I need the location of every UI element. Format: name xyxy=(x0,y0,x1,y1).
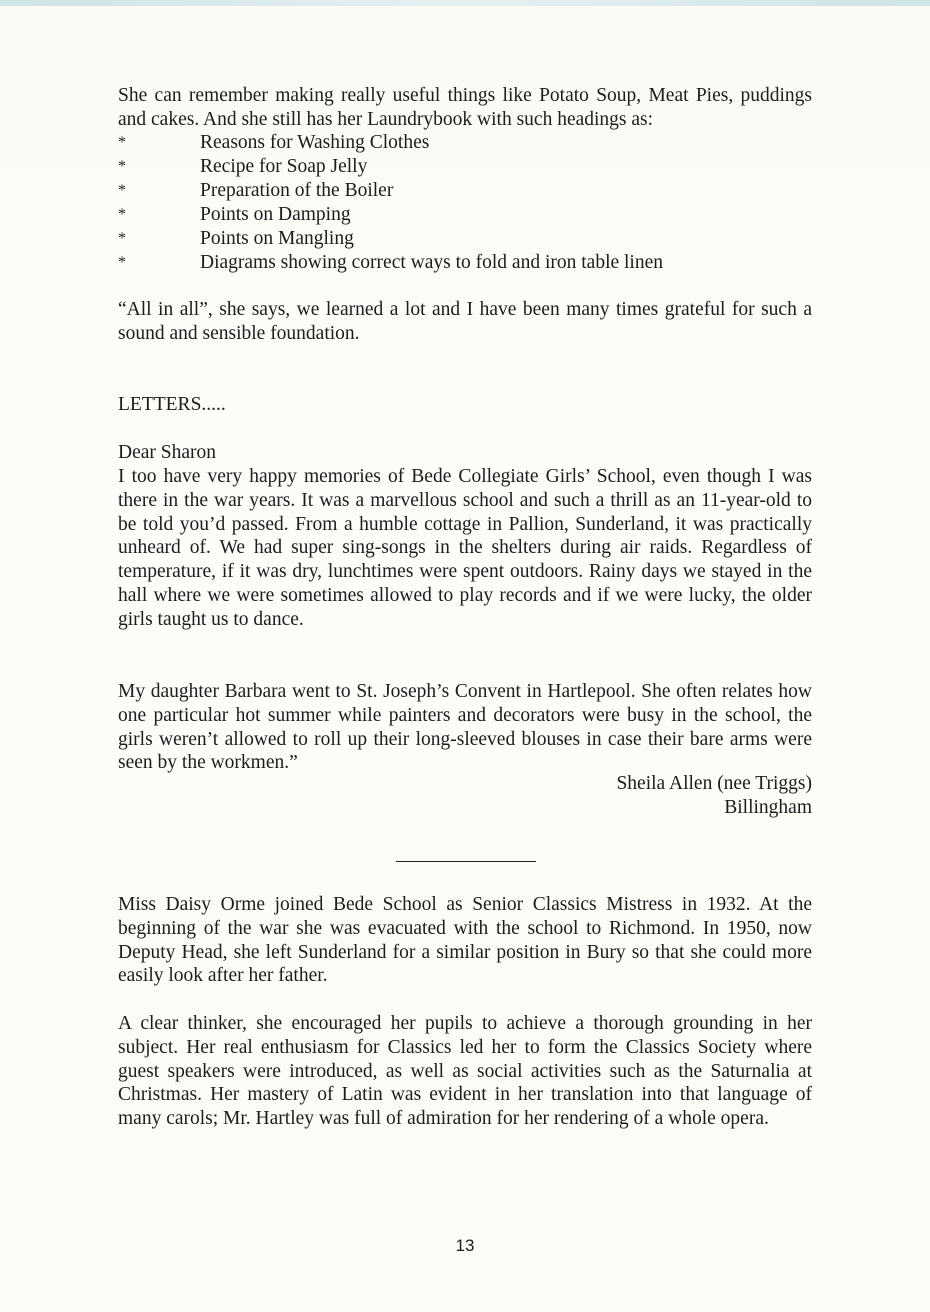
list-item-text: Points on Damping xyxy=(200,204,351,225)
list-item xyxy=(118,155,818,179)
list-item xyxy=(118,179,818,203)
letter-paragraph-2: My daughter Barbara went to St. Joseph’s Convent in Hartlepool. She often relates how one particular hot summer while painters and decorators were busy in the school, the girls weren’t allowed to roll up their long-sleeved blouses in case their bare arms were seen by the workmen.” xyxy=(118,681,812,774)
bullet-star-icon: * xyxy=(118,230,126,247)
letter-signature-name: Sheila Allen (nee Triggs) xyxy=(616,773,812,794)
laundry-headings-list xyxy=(118,131,818,275)
list-item xyxy=(118,227,818,251)
bullet-star-icon: * xyxy=(118,182,126,199)
all-in-all-paragraph: “All in all”, she says, we learned a lot and I have been many times grateful for such a sound and sensible foundation. xyxy=(118,299,812,344)
letters-heading: LETTERS..... xyxy=(118,394,226,415)
letter-signature-place: Billingham xyxy=(724,797,812,818)
page-top-edge xyxy=(0,0,930,6)
section-divider xyxy=(396,861,536,862)
letter-salutation: Dear Sharon xyxy=(118,442,217,463)
bullet-star-icon: * xyxy=(118,206,126,223)
page-number: 13 xyxy=(455,1236,475,1255)
list-item-text: Recipe for Soap Jelly xyxy=(200,156,368,177)
list-item-text: Preparation of the Boiler xyxy=(200,180,394,201)
list-item-text: Points on Mangling xyxy=(200,228,354,249)
list-item-text: Diagrams showing correct ways to fold and iron table linen xyxy=(200,252,664,273)
obituary-paragraph-2: A clear thinker, she encouraged her pupils to achieve a thorough grounding in her subject. Her real enthusiasm for Classics led her to form the Classics Society where guest speakers were introduced, as well as social activities such as the Saturnalia at Christmas. Her mastery of Latin was evident in her translation into that language of many carols; Mr. Hartley was full of admiration for her rendering of a whole opera. xyxy=(118,1013,812,1130)
letter-paragraph-1: I too have very happy memories of Bede Collegiate Girls’ School, even though I was there in the war years. It was a marvellous school and such a thrill as an 11-year-old to be told you’d passed. From a humble cottage in Pallion, Sunderland, it was practically unheard of. We had super sing-songs in the shelters during air raids. Regardless of temperature, if it was dry, lunchtimes were spent outdoors. Rainy days we stayed in the hall where we were sometimes allowed to play records and if we were lucky, the older girls taught us to dance. xyxy=(118,466,812,630)
list-item xyxy=(118,203,818,227)
intro-paragraph: She can remember making really useful things like Potato Soup, Meat Pies, puddings and cakes. And she still has her Laundrybook with such headings as: xyxy=(118,85,812,130)
bullet-star-icon: * xyxy=(118,254,126,271)
bullet-star-icon: * xyxy=(118,134,126,151)
bullet-star-icon: * xyxy=(118,158,126,175)
list-item-text: Reasons for Washing Clothes xyxy=(200,132,430,153)
list-item xyxy=(118,251,818,275)
list-item xyxy=(118,131,818,155)
obituary-paragraph-1: Miss Daisy Orme joined Bede School as Senior Classics Mistress in 1932. At the beginning of the war she was evacuated with the school to Richmond. In 1950, now Deputy Head, she left Sunderland for a similar position in Bury so that she could more easily look after her father. xyxy=(118,894,812,987)
